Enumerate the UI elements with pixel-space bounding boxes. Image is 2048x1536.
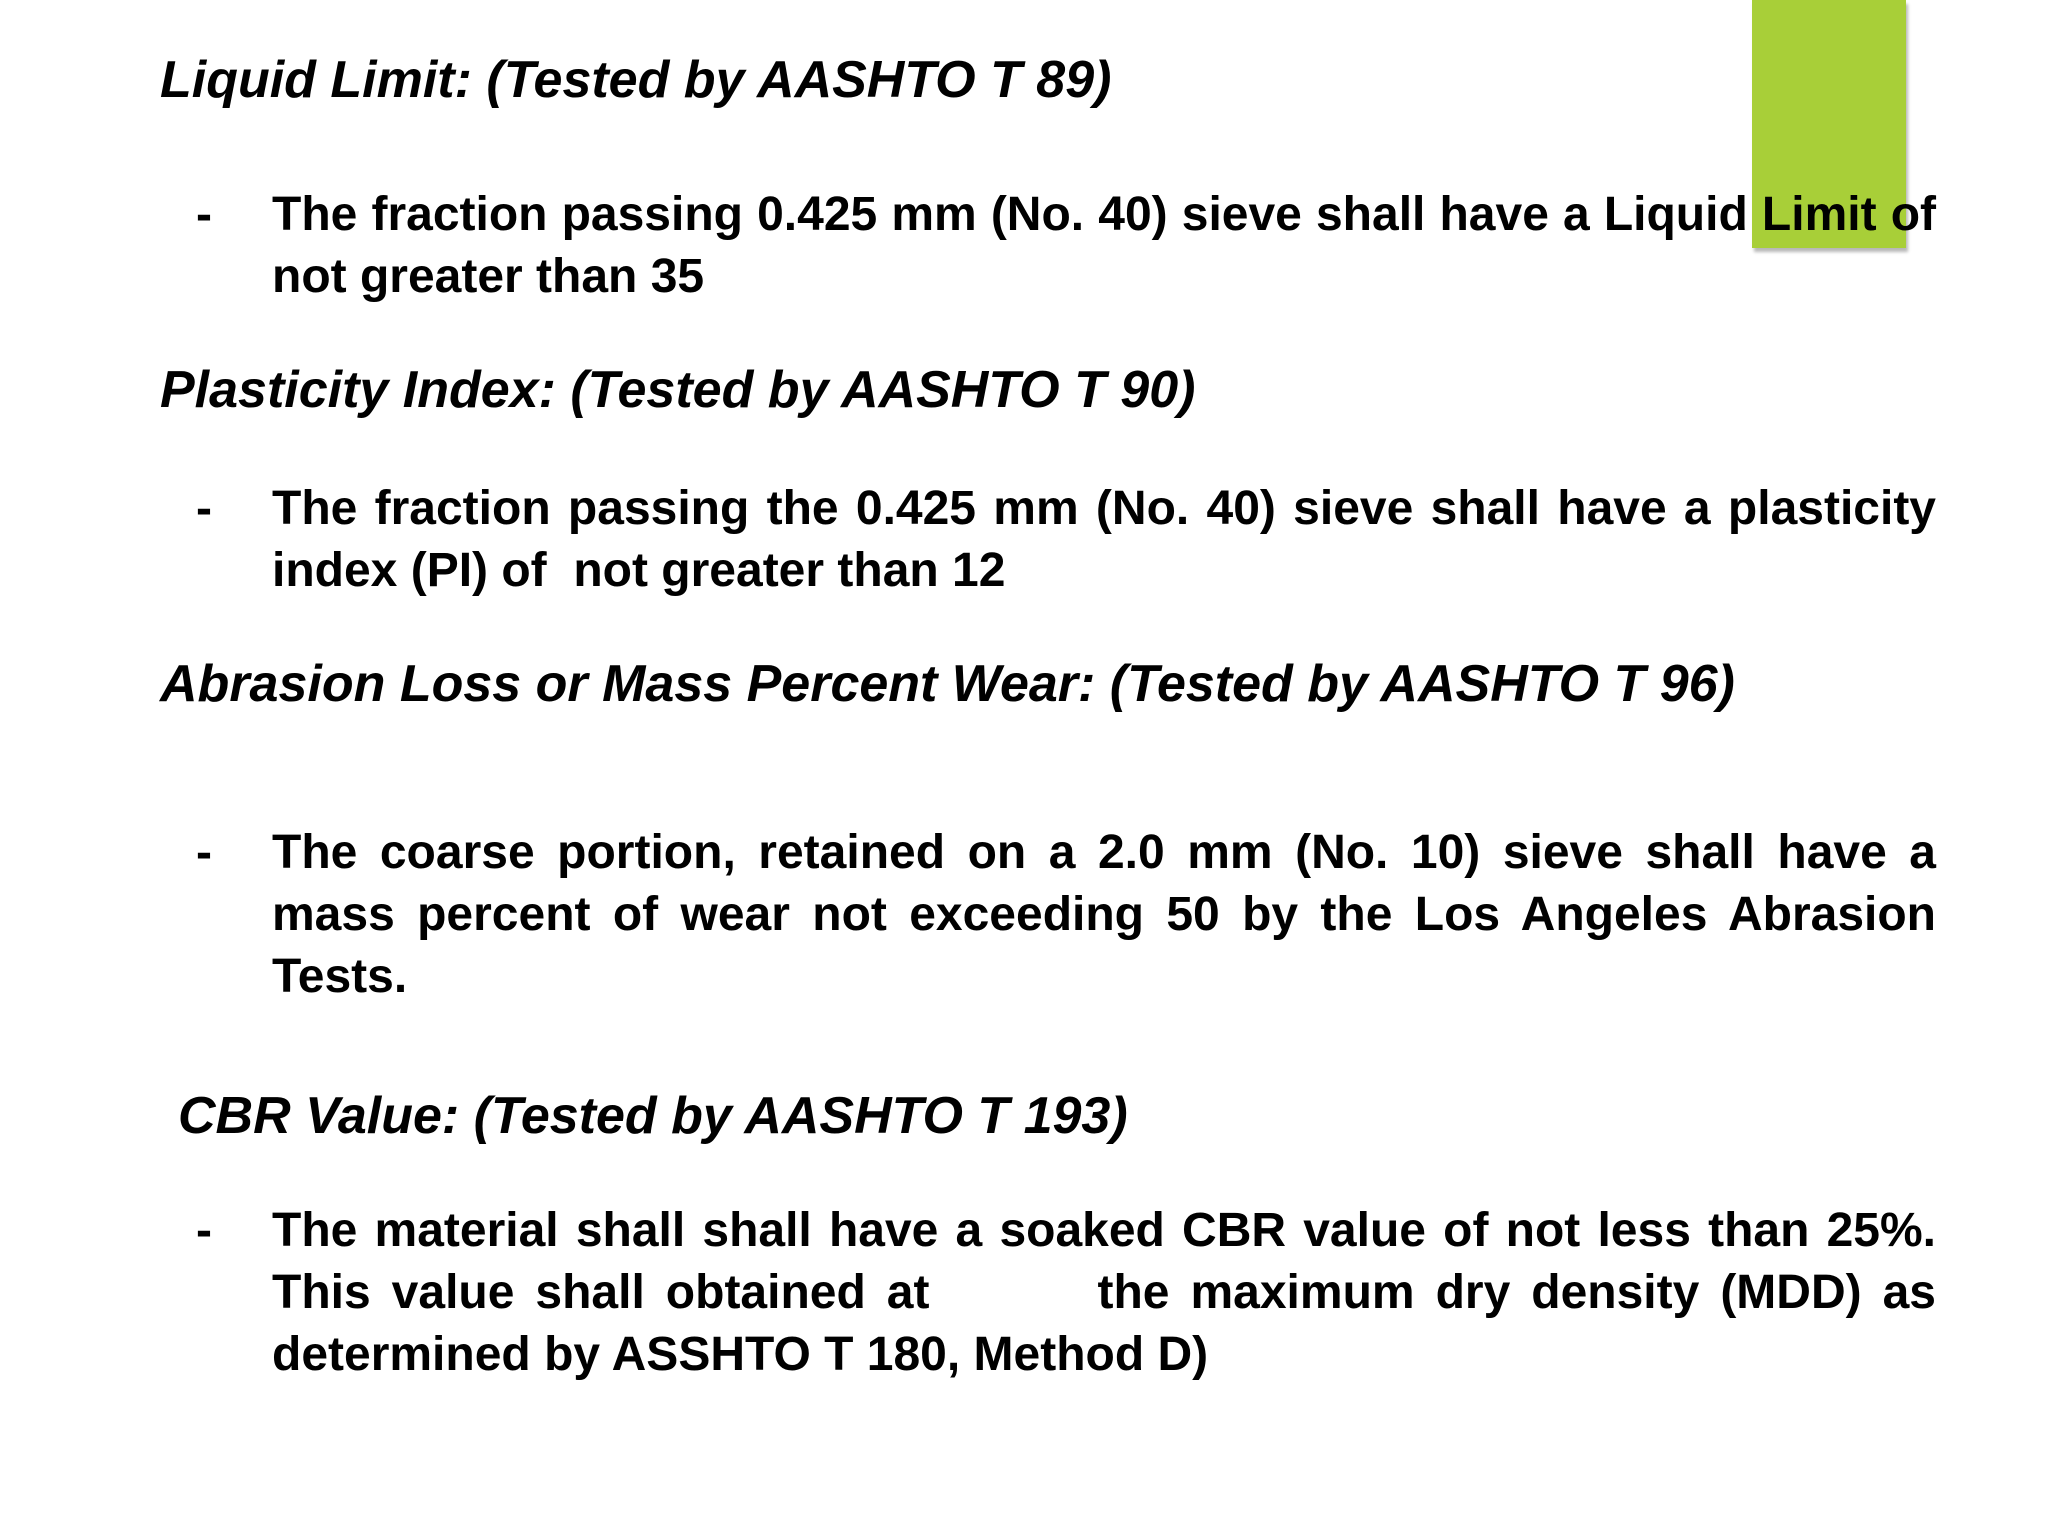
- heading-liquid-limit: Liquid Limit: (Tested by AASHTO T 89): [160, 51, 1112, 109]
- bullet-abrasion-loss: [160, 822, 1950, 1008]
- bullet-liquid-limit: [160, 184, 1963, 308]
- bullet-dash: -: [196, 188, 212, 241]
- heading-plasticity-index: Plasticity Index: (Tested by AASHTO T 90): [160, 361, 1196, 419]
- bullet-plasticity-index: [160, 478, 1950, 602]
- bullet-cbr-value: [160, 1200, 1977, 1386]
- bullet-dash: -: [196, 1204, 212, 1257]
- heading-cbr-value: CBR Value: (Tested by AASHTO T 193): [178, 1087, 1128, 1145]
- bullet-dash: -: [196, 826, 212, 879]
- bullet-text: The fraction passing 0.425 mm (No. 40) sieve shall have a Liquid Limit of not greater than 35: [272, 188, 1963, 303]
- bullet-text: The coarse portion, retained on a 2.0 mm (No. 10) sieve shall have a mass percent of wear not exceeding 50 by the Los Angeles Abrasion Tests.: [272, 826, 1950, 1003]
- bullet-dash: -: [196, 482, 212, 535]
- heading-abrasion-loss: Abrasion Loss or Mass Percent Wear: (Tested by AASHTO T 96): [160, 655, 1735, 713]
- bullet-text: The fraction passing the 0.425 mm (No. 40) sieve shall have a plasticity index (PI) of not greater than 12: [272, 482, 1950, 597]
- bullet-text: The material shall shall have a soaked CBR value of not less than 25%. This value shall obtained at the maximum dry density (MDD) as determined by ASSHTO T 180, Method D): [272, 1204, 1977, 1381]
